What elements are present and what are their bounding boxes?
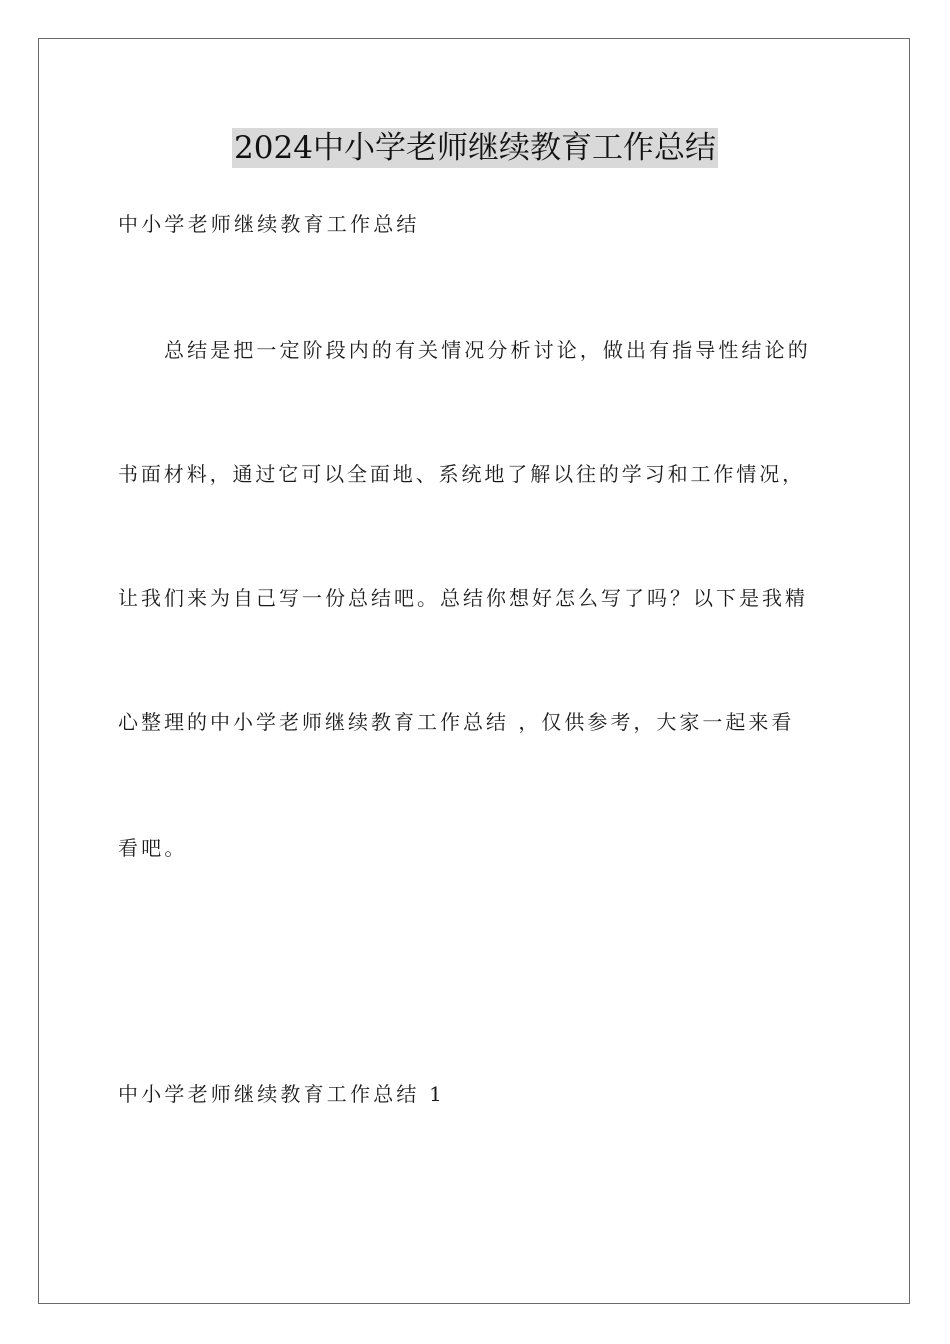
paragraph-line-2: 书面材料，通过它可以全面地、系统地了解以往的学习和工作情况， <box>118 462 805 486</box>
paragraph-line-1: 总结是把一定阶段内的有关情况分析讨论，做出有指导性结论的 <box>164 338 811 362</box>
document-title: 2024中小学老师继续教育工作总结 <box>234 130 716 166</box>
paragraph-line-4: 心整理的中小学老师继续教育工作总结 ，仅供参考，大家一起来看 <box>118 710 795 734</box>
section-heading: 中小学老师继续教育工作总结 1 <box>118 1082 446 1106</box>
paragraph-line-5: 看吧。 <box>118 836 188 860</box>
paragraph-line-3: 让我们来为自己写一份总结吧。总结你想好怎么写了吗？以下是我精 <box>118 586 808 610</box>
title-container <box>0 128 950 168</box>
document-subtitle: 中小学老师继续教育工作总结 <box>118 212 420 236</box>
